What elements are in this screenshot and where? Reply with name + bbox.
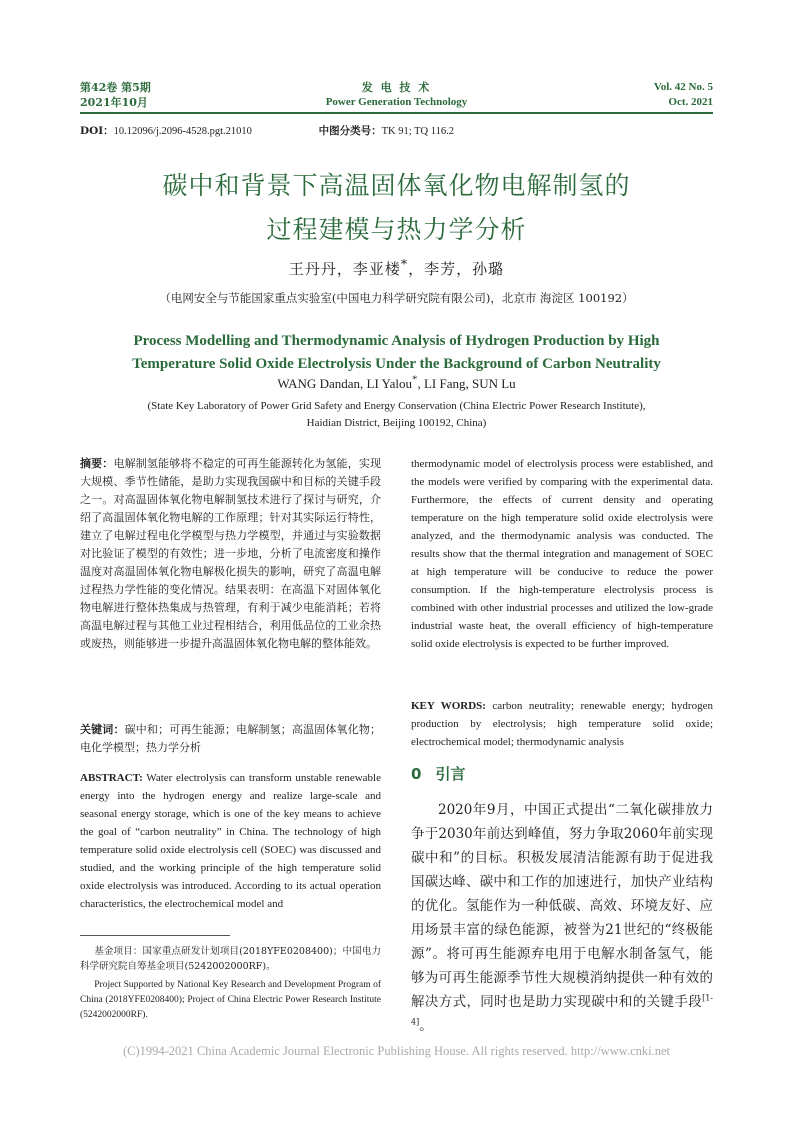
- introduction-paragraph: [411, 798, 713, 1038]
- footnote: [80, 944, 381, 1023]
- doi-line: [80, 123, 454, 138]
- doi-value: 10.12096/j.2096-4528.pgt.21010: [113, 126, 252, 137]
- authors-cn-after: ，李芳，孙璐: [408, 260, 505, 278]
- title-cn-line2: 过程建模与热力学分析: [266, 215, 527, 244]
- clc-label: 中图分类号：: [318, 125, 382, 137]
- keywords-en-text: carbon neutrality; renewable energy; hydrogen production by electrolysis; high temperature solid oxide; electrochemical model; thermodynamic analysis: [411, 700, 713, 748]
- abstract-en-label: ABSTRACT:: [80, 772, 143, 784]
- header-volume-en: [654, 80, 713, 110]
- authors-en-before: WANG Dandan, LI Yalou: [277, 376, 413, 391]
- authors-cn-before: 王丹丹，李亚楼: [288, 260, 401, 278]
- keywords-cn: [80, 721, 381, 757]
- page-title-cn: [80, 164, 713, 252]
- title-en-line1: Process Modelling and Thermodynamic Analysis of Hydrogen Production by High: [133, 333, 660, 349]
- section-heading: [411, 763, 465, 784]
- volume-en: Vol. 42 No. 5: [653, 81, 713, 93]
- introduction-text: 2020年9月，中国正式提出“二氧化碳排放力争于2030年前达到峰值，努力争取2060年前实现碳中和”的目标。积极发展清洁能源有助于促进我国碳达峰、碳中和工作的加速进行，加快产业结构的优化。氢能作为一种低碳、高效、环境友好、应用场景丰富的绿色能源，被誉为21世纪的“终极能源”。将可再生能源弃电用于电解水制备氢气，能够为可再生能源季节性大规模消纳提供一种有效的解决方式，同时也是助力实现碳中和的关键手段: [411, 802, 713, 1010]
- abstract-en-continued: thermodynamic model of electrolysis process were established, and the models were verified by comparing with the experimental data. Furthermore, the effects of current density and operating temperature on the high temperature solid oxide electrolysis were analyzed, and the thermodynamic analysis was conducted. The results show that the thermal integration and management of SOEC at high temperature will be conducive to reduce the power consumption. If the high-temperature electrolysis process is combined with other industrial processes and utilized the low-grade industrial waste heat, the overall efficiency of high-temperature solid oxide electrolysis is expected to be further improved.: [411, 458, 713, 650]
- doi-label: DOI：: [80, 125, 114, 137]
- corresponding-mark-cn: *: [400, 256, 409, 271]
- affiliation-cn: （电网安全与节能国家重点实验室(中国电力科学研究院有限公司)，北京市 海淀区 100192）: [159, 291, 634, 305]
- authors-en-after: , LI Fang, SUN Lu: [417, 376, 516, 391]
- volume-cn: 第42卷 第5期: [80, 81, 151, 94]
- abstract-cn-label: 摘要：: [80, 457, 114, 470]
- copyright-notice: (C)1994-2021 China Academic Journal Electronic Publishing House. All rights reserved. http://www.cnki.net: [122, 1044, 670, 1058]
- keywords-en-label: KEY WORDS:: [411, 700, 486, 712]
- abstract-en: [80, 769, 381, 913]
- footnote-en: Project Supported by National Key Research and Development Program of China (2018YFE0208400); Project of China Electric Power Research Institute (5242002000RF).: [80, 980, 381, 1020]
- page-title-en: [80, 330, 713, 376]
- journal-cn: 发 电 技 术: [361, 81, 432, 94]
- affiliation-en: [80, 398, 713, 432]
- citation-ref: [1-4]: [411, 993, 713, 1027]
- title-cn-line1: 碳中和背景下高温固体氧化物电解制氢的: [162, 171, 631, 200]
- date-cn: 2021年10月: [80, 96, 148, 109]
- journal-en: Power Generation Technology: [325, 96, 468, 108]
- date-en: Oct. 2021: [668, 96, 713, 108]
- corresponding-mark-en: *: [412, 373, 418, 386]
- affiliation-en-line2: Haidian District, Beijing 100192, China): [306, 417, 487, 429]
- abstract-cn-text: 电解制氢能够将不稳定的可再生能源转化为氢能，实现大规模、季节性储能，是助力实现我国碳中和目标的关键手段之一。对高温固体氧化物电解制氢技术进行了探讨与研究，介绍了高温固体氧化物电解的工作原理；针对其实际运行特性，建立了电解过程电化学模型与热力学模型，并通过与实验数据对比验证了模型的有效性；进一步地，分析了电流密度和操作温度对高温固体氧化物电解极化损失的影响，研究了高温电解过程热力学性能的变化情况。结果表明：在高温下对固体氧化物电解进行整体热集成与热管理，有利于减少电能消耗；若将高温电解过程与其他工业过程相结合，利用低品位的工业余热或废热，则能够进一步提升高温固体氧化物电解的整体能效。: [80, 457, 382, 650]
- title-en-line2: Temperature Solid Oxide Electrolysis Under the Background of Carbon Neutrality: [132, 356, 661, 372]
- keywords-cn-label: 关键词：: [80, 723, 125, 736]
- header-volume-cn: [80, 80, 151, 110]
- abstract-en-text-part1: Water electrolysis can transform unstable renewable energy into the hydrogen energy and realize large-scale and seasonal energy storage, which is one of the key means to achieve the goal of “carbon neutrality” in China. The technology of high temperature solid oxide electrolysis cell (SOEC) was discussed and studied, and the working principle of the high temperature solid oxide electrolysis was introduced. According to its actual operation characteristics, the electrochemical model and: [80, 772, 381, 910]
- footnote-rule: [80, 935, 230, 936]
- clc-value: TK 91; TQ 116.2: [381, 126, 454, 137]
- section-title: 引言: [435, 765, 466, 783]
- header-rule: [80, 112, 713, 114]
- section-number: 0: [411, 765, 422, 783]
- keywords-en: [411, 697, 713, 751]
- abstract-cn: [80, 455, 381, 653]
- authors-en: [80, 373, 713, 392]
- authors-cn: [80, 258, 713, 279]
- keywords-cn-text: 碳中和；可再生能源；电解制氢；高温固体氧化物；电化学模型；热力学分析: [80, 723, 382, 754]
- footnote-cn: 基金项目：国家重点研发计划项目(2018YFE0208400)；中国电力科学研究院自筹基金项目(5242002000RF)。: [80, 946, 381, 972]
- introduction-end: 。: [419, 1018, 433, 1034]
- affiliation-en-line1: (State Key Laboratory of Power Grid Safety and Energy Conservation (China Electric Power Research Institute),: [147, 400, 646, 412]
- header-journal: [280, 80, 513, 110]
